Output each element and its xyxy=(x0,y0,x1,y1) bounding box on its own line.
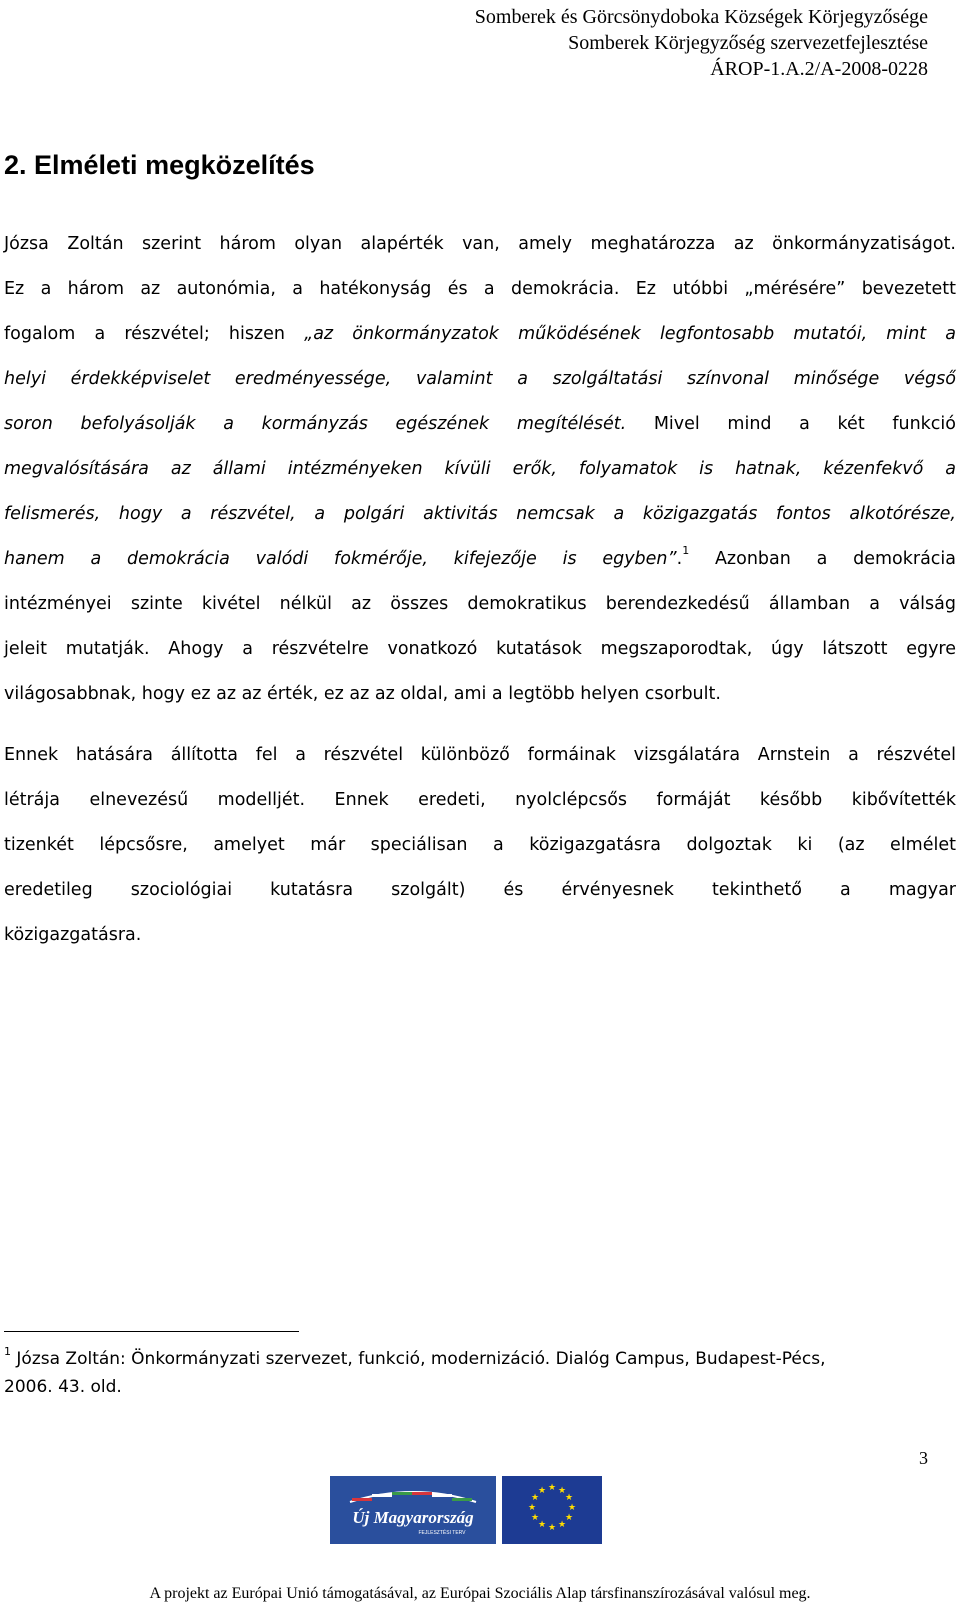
quote-run: hanem a demokrácia valódi fokmérője, kifejezője is egyben” xyxy=(4,549,677,569)
paragraph-line xyxy=(4,537,956,582)
paragraph-line xyxy=(4,447,956,492)
footnote-separator xyxy=(4,1331,299,1332)
svg-text:★: ★ xyxy=(537,1520,547,1530)
paragraph-line: létrája elnevezésű modelljét. Ennek eredeti, nyolclépcsős formáját később kibővítették xyxy=(4,790,956,810)
eu-flag-logo xyxy=(502,1476,602,1544)
svg-text:★: ★ xyxy=(530,1513,540,1523)
text-run: . xyxy=(676,549,683,569)
hu-logo-subtitle: FEJLESZTÉSI TERV xyxy=(418,1530,466,1536)
funding-logos xyxy=(330,1476,602,1544)
funding-footer-note: A projekt az Európai Unió támogatásával, az Európai Szociális Alap társfinanszírozásával valósul meg. xyxy=(149,1585,811,1602)
paragraph-line: jeleit mutatják. Ahogy a részvételre vonatkozó kutatások megszaporodtak, úgy látszott egyre xyxy=(4,639,956,659)
svg-text:★: ★ xyxy=(564,1513,574,1523)
text-run: Azonban a demokrácia xyxy=(689,549,957,569)
text-run: fogalom a részvétel; hiszen xyxy=(4,324,305,344)
svg-text:★: ★ xyxy=(557,1486,567,1496)
page-number: 3 xyxy=(919,1448,928,1468)
paragraph-line: Józsa Zoltán szerint három olyan alapérték van, amely meghatározza az önkormányzatiságot. xyxy=(4,234,956,254)
paragraph-line: Ez a három az autonómia, a hatékonyság és a demokrácia. Ez utóbbi „mérésére” bevezetett xyxy=(4,279,956,299)
footnote xyxy=(4,1345,944,1401)
paragraph-line: Ennek hatására állította fel a részvétel különböző formáinak vizsgálatára Arnstein a részvétel xyxy=(4,745,956,765)
footnote-text: Józsa Zoltán: Önkormányzati szervezet, funkció, modernizáció. Dialóg Campus, Budapest-Pécs, xyxy=(11,1349,826,1369)
eu-stars-icon xyxy=(502,1476,602,1544)
hungary-development-plan-logo-graphic xyxy=(330,1476,496,1544)
document-header xyxy=(475,4,928,82)
svg-text:★: ★ xyxy=(547,1523,557,1533)
paragraph-line: intézményei szinte kivétel nélkül az összes demokratikus berendezkedésű államban a válság xyxy=(4,594,956,614)
paragraph-line: világosabbnak, hogy ez az az érték, ez az az oldal, ami a legtöbb helyen csorbult. xyxy=(4,684,721,704)
header-line-2: Somberek Körjegyzőség szervezetfejlesztése xyxy=(568,32,928,54)
quote-run: „az önkormányzatok működésének legfontosabb mutatói, mint a xyxy=(304,324,957,344)
paragraph-2 xyxy=(4,733,956,958)
paragraph-line xyxy=(4,357,956,402)
paragraph-line xyxy=(4,492,956,537)
header-line-1: Somberek és Görcsönydoboka Községek Körjegyzősége xyxy=(474,6,928,28)
quote-run: felismerés, hogy a részvétel, a polgári aktivitás nemcsak a közigazgatás fontos alkotórésze, xyxy=(4,504,956,524)
uj-magyarorszag-logo xyxy=(330,1476,496,1544)
paragraph-line: közigazgatásra. xyxy=(4,925,142,945)
paragraph-line: eredetileg szociológiai kutatásra szolgált) és érvényesnek tekinthető a magyar xyxy=(4,880,956,900)
paragraph-line: tizenkét lépcsősre, amelyet már speciálisan a közigazgatásra dolgoztak ki (az elmélet xyxy=(4,835,956,855)
quote-run: helyi érdekképviselet eredményessége, valamint a szolgáltatási színvonal minősége végső xyxy=(4,369,956,389)
paragraph-line xyxy=(4,312,956,357)
paragraph-1 xyxy=(4,222,956,717)
svg-text:★: ★ xyxy=(564,1493,574,1503)
svg-text:★: ★ xyxy=(530,1493,540,1503)
footnote-reference[interactable]: 1 xyxy=(682,544,690,558)
paragraph-line xyxy=(4,402,956,447)
quote-run: megvalósítására az állami intézményeken kívüli erők, folyamatok is hatnak, kézenfekvő a xyxy=(4,459,956,479)
svg-text:★: ★ xyxy=(547,1483,557,1493)
svg-text:★: ★ xyxy=(527,1503,537,1513)
text-run: Mivel mind a két funkció xyxy=(626,414,956,434)
header-line-3: ÁROP-1.A.2/A-2008-0228 xyxy=(710,58,928,80)
svg-text:★: ★ xyxy=(557,1520,567,1530)
footnote-marker: 1 xyxy=(4,1345,11,1359)
section-heading: 2. Elméleti megközelítés xyxy=(4,150,315,180)
svg-text:★: ★ xyxy=(537,1486,547,1496)
footnote-text-continued: 2006. 43. old. xyxy=(4,1377,122,1397)
quote-run: soron befolyásolják a kormányzás egészének megítélését. xyxy=(4,414,627,434)
hu-logo-title: Új Magyarország xyxy=(352,1508,474,1527)
svg-text:★: ★ xyxy=(567,1503,577,1513)
